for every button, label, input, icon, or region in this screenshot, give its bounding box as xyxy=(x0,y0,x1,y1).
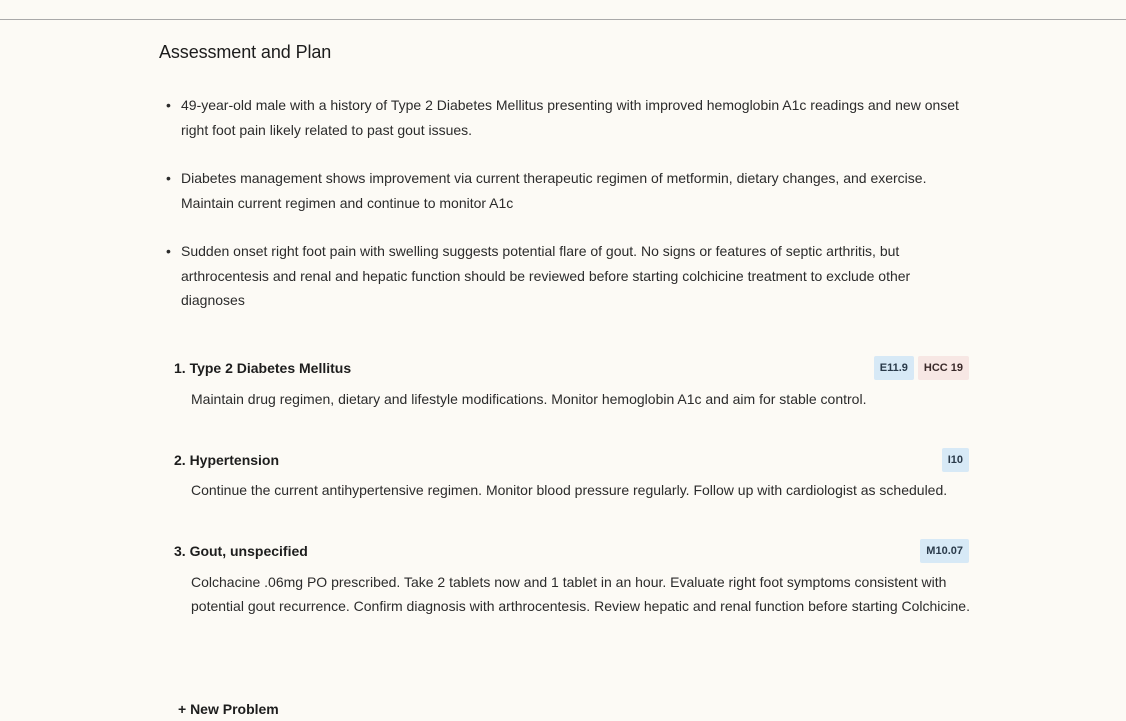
problem-plan-text[interactable]: Continue the current antihypertensive regimen. Monitor blood pressure regularly. Follow up with cardiologist as scheduled. xyxy=(191,482,948,498)
new-problem-button[interactable]: + New Problem xyxy=(178,701,279,717)
hcc-code-badge[interactable]: HCC 19 xyxy=(918,356,969,380)
problem-title[interactable]: 1. Type 2 Diabetes Mellitus xyxy=(174,360,352,376)
summary-item xyxy=(159,239,971,313)
summary-list xyxy=(159,93,969,313)
section-title: Assessment and Plan xyxy=(159,42,332,62)
bullet-icon: • xyxy=(166,170,171,186)
problem-plan-text[interactable]: Colchacine .06mg PO prescribed. Take 2 tablets now and 1 tablet in an hour. Evaluate right foot symptoms consistent with potential gout recurrence. Confirm diagnosis with arthrocentesis. Review hepatic and renal function before starting Colchicine. xyxy=(191,573,970,614)
problem-header xyxy=(174,447,969,472)
summary-text: Diabetes management shows improvement via current therapeutic regimen of metformin, dietary changes, and exercise. Maintain current regimen and continue to monitor A1c xyxy=(181,170,927,211)
bullet-icon: • xyxy=(166,243,171,259)
icd-code-badge[interactable]: I10 xyxy=(942,448,969,472)
code-badges xyxy=(874,356,969,380)
problem-item xyxy=(174,539,969,619)
problem-list xyxy=(159,356,969,619)
summary-item xyxy=(159,166,971,215)
bullet-icon: • xyxy=(166,97,171,113)
code-badges xyxy=(920,539,969,563)
problem-item xyxy=(174,356,969,412)
top-divider xyxy=(0,19,1126,20)
icd-code-badge[interactable]: M10.07 xyxy=(920,539,969,563)
summary-text: 49-year-old male with a history of Type 2 Diabetes Mellitus presenting with improved hemoglobin A1c readings and new onset right foot pain likely related to past gout issues. xyxy=(181,97,959,138)
code-badges xyxy=(942,448,969,472)
problem-title[interactable]: 2. Hypertension xyxy=(174,451,280,468)
problem-item xyxy=(174,447,969,503)
problem-header xyxy=(174,356,969,381)
problem-title[interactable]: 3. Gout, unspecified xyxy=(174,543,308,559)
summary-text: Sudden onset right foot pain with swelling suggests potential flare of gout. No signs or features of septic arthritis, but arthrocentesis and renal and hepatic function should be reviewed before starting colchicine treatment to exclude other diagnoses xyxy=(181,243,911,308)
icd-code-badge[interactable]: E11.9 xyxy=(874,356,914,380)
problem-header xyxy=(174,539,969,564)
problem-plan-text[interactable]: Maintain drug regimen, dietary and lifestyle modifications. Monitor hemoglobin A1c and aim for stable control. xyxy=(191,390,867,407)
assessment-plan-section xyxy=(159,40,969,655)
summary-item xyxy=(159,93,971,142)
